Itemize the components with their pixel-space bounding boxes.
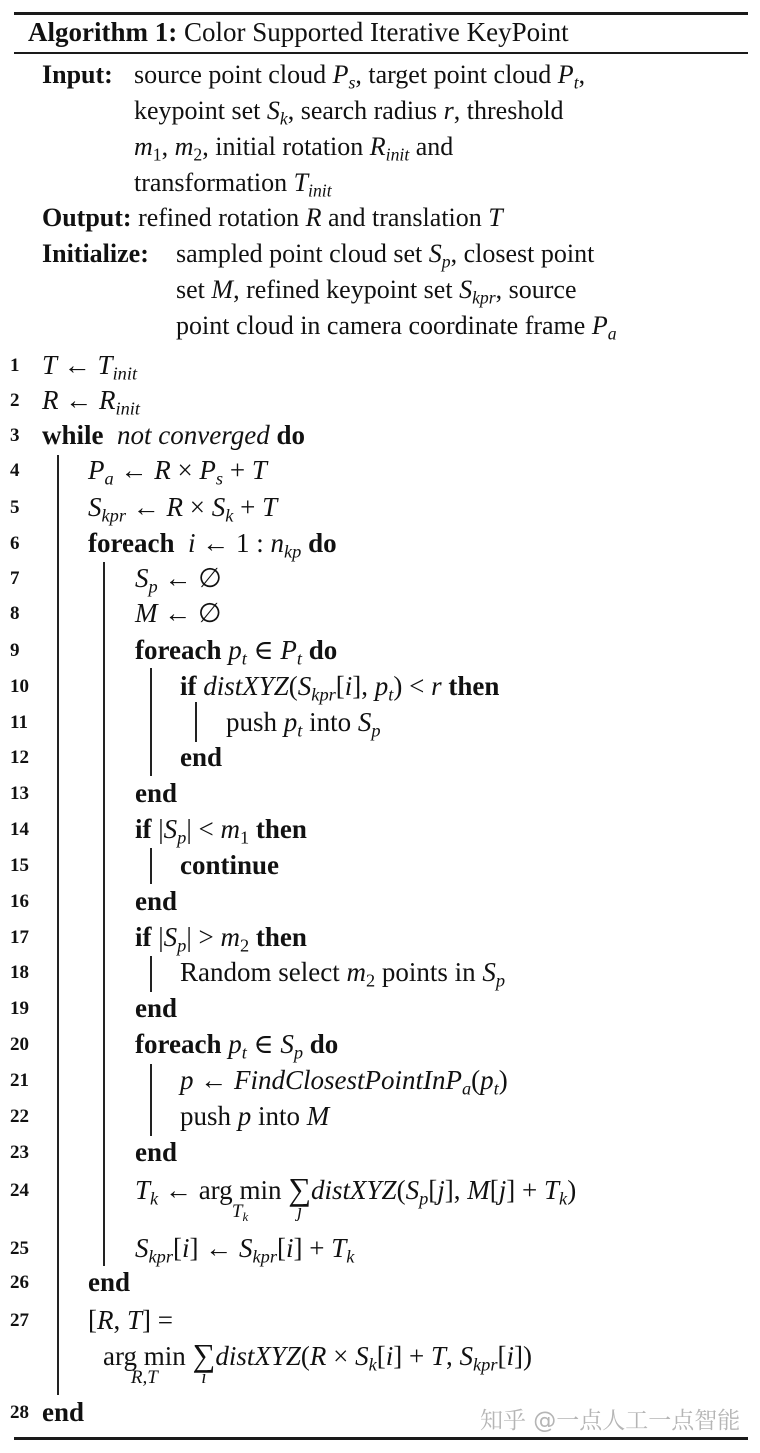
algorithm-line-16: 16 end <box>10 886 178 916</box>
line-number: 3 <box>10 425 20 446</box>
algorithm-line-6: 6 foreach i ← 1 : $n_{kp}$ do <box>10 528 337 562</box>
line-number: 28 <box>10 1402 29 1423</box>
algorithm-line-10: 10 if $distXYZ(S_{kpr}[i]$, $p_t) < r$ then <box>10 671 500 705</box>
line-number: 16 <box>10 891 29 912</box>
algorithm-line-13: 13 end <box>10 778 178 808</box>
input-line-4: transformation $T_{init}$ <box>134 168 332 201</box>
input-label: Input: <box>42 60 113 89</box>
algorithm-line-18: 18 Random select $m_2$ points in $S_p$ <box>10 957 506 991</box>
line-number: 27 <box>10 1310 29 1331</box>
algorithm-line-1: 1 T ← $T_{init}$ <box>10 350 138 384</box>
input-block <box>42 57 113 93</box>
initialize-line-2: set M, refined keypoint set $S_{kpr}$, source <box>176 275 577 308</box>
algorithm-line-2: 2 R ← $R_{init}$ <box>10 385 140 419</box>
algorithm-line-12: 12 end <box>10 742 223 772</box>
initialize-label: Initialize: <box>42 239 149 268</box>
line-number: 15 <box>10 855 29 876</box>
line-number: 11 <box>10 712 28 733</box>
algorithm-line-4: 4 $P_a$ ← $R \times P_s + T$ <box>10 455 267 489</box>
algorithm-line-3: 3 while not converged do <box>10 420 305 450</box>
algorithm-line-28: 28 end <box>10 1397 85 1427</box>
line-number: 1 <box>10 355 20 376</box>
output-block: Output: refined rotation R and translation T <box>42 203 503 232</box>
algorithm-line-26: 26 end <box>10 1267 131 1297</box>
line-number: 8 <box>10 603 20 624</box>
line-number: 26 <box>10 1272 29 1293</box>
initialize-line-1: sampled point cloud set $S_p$, closest point <box>176 239 595 272</box>
line-number: 23 <box>10 1142 29 1163</box>
header-rule <box>14 52 748 54</box>
line-number: 24 <box>10 1180 29 1201</box>
algorithm-line-14: 14 if $|S_p| < m_1$ then <box>10 814 307 848</box>
watermark: 知乎 @一点人工一点智能 <box>480 1408 741 1434</box>
algorithm-line-7: 7 $S_p$ ← ∅ <box>10 563 222 597</box>
algorithm-line-9: 9 foreach $p_t$ ∈ $P_t$ do <box>10 635 338 669</box>
algorithm-line-8: 8 M ← ∅ <box>10 598 222 628</box>
algorithm-line-15: 15 continue <box>10 850 280 880</box>
line-number: 6 <box>10 533 20 554</box>
initialize-line-3: point cloud in camera coordinate frame $P_a$ <box>176 311 617 344</box>
algorithm-line-25: 25 $S_{kpr}[i]$ ← $S_{kpr}[i] + T_k$ <box>10 1233 355 1267</box>
line-number: 25 <box>10 1238 29 1259</box>
line-number: 14 <box>10 819 29 840</box>
algorithm-line-21: 21 p ← $FindClosestPointInP_a(p_t)$ <box>10 1065 508 1099</box>
line-number: 4 <box>10 460 20 481</box>
line-number: 2 <box>10 390 20 411</box>
algorithm-line-19: 19 end <box>10 993 178 1023</box>
algorithm-line-27: 27 [R, T] = arg min R,T ∑ i distXYZ(R × $S_k[i] + T$, $S_{kpr}[i]$) <box>10 1305 533 1388</box>
initialize-block <box>42 236 149 272</box>
line-number: 19 <box>10 998 29 1019</box>
input-line-2: keypoint set $S_k$, search radius r, threshold <box>134 96 564 129</box>
algorithm-line-22: 22 push p into M <box>10 1101 330 1131</box>
input-line-3: $m_1$, $m_2$, initial rotation $R_{init}$ and <box>134 132 454 165</box>
algorithm-line-17: 17 if $|S_p| > m_2$ then <box>10 922 307 956</box>
input-line-1: source point cloud $P_s$, target point cloud $P_t$, <box>134 60 586 93</box>
algorithm-line-11: 11 push $p_t$ into $S_p$ <box>10 707 381 741</box>
line-number: 7 <box>10 568 20 589</box>
line-number: 22 <box>10 1106 29 1127</box>
algorithm-name: Color Supported Iterative KeyPoint <box>183 17 569 47</box>
algorithm-line-20: 20 foreach $p_t$ ∈ $S_p$ do <box>10 1029 339 1063</box>
algorithm-line-5: 5 $S_{kpr}$ ← $R \times S_k + T$ <box>10 492 278 526</box>
line-number: 9 <box>10 640 20 661</box>
output-label: Output: <box>42 203 132 232</box>
bottom-rule <box>14 1437 748 1440</box>
algorithm-label: Algorithm 1: <box>28 17 178 47</box>
algorithm-line-23: 23 end <box>10 1137 178 1167</box>
line-number: 13 <box>10 783 29 804</box>
line-number: 17 <box>10 927 29 948</box>
line-number: 20 <box>10 1034 29 1055</box>
line-number: 12 <box>10 747 29 768</box>
algorithm-line-24: 24 $T_k$ ← arg min $T_k$ ∑ j $distXYZ(S_p[j]$, $M[j] + T_k$) <box>10 1171 577 1224</box>
line-number: 5 <box>10 497 20 518</box>
line-number: 18 <box>10 962 29 983</box>
algorithm-title <box>28 14 569 50</box>
line-number: 10 <box>10 676 29 697</box>
line-number: 21 <box>10 1070 29 1091</box>
